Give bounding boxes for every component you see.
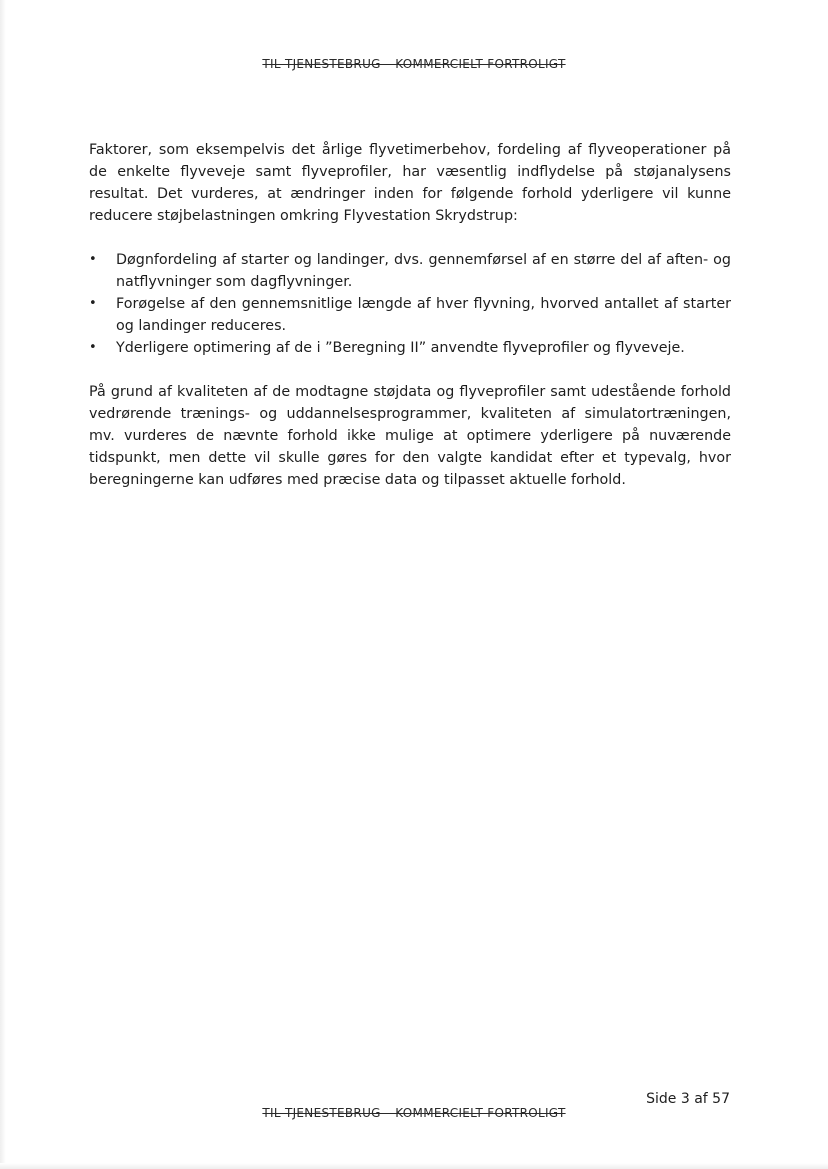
bullet-list [89, 249, 731, 359]
body-text [89, 139, 731, 491]
paragraph-conclusion: På grund af kvaliteten af de modtagne støjdata og flyveprofiler samt udestående forhold vedrørende trænings- og uddannelsesprogrammer, kvaliteten af simulatortræningen, mv. vurderes de nævnte forhold ikke mulige at optimere yderligere på nuværende tidspunkt, men dette vil skulle gøres for den valgte kandidat efter et typevalg, hvor beregningerne kan udføres med præcise data og tilpasset aktuelle forhold. [89, 384, 731, 488]
bullet-icon: • [89, 340, 97, 355]
paragraph-spacer [89, 359, 731, 381]
list-item-text: Døgnfordeling af starter og landinger, dvs. gennemførsel af en større del af aften- og natflyvninger som dagflyvninger. [116, 252, 731, 290]
page-bottom-shadow [0, 1163, 828, 1169]
paragraph-intro: Faktorer, som eksempelvis det årlige flyvetimerbehov, fordeling af flyveoperationer på de enkelte flyveveje samt flyveprofiler, har væsentlig indflydelse på støjanalysens resultat. Det vurderes, at ændringer inden for følgende forhold yderligere vil kunne reducere støjbelastningen omkring Flyvestation Skrydstrup: [89, 142, 731, 224]
list-item-text: Forøgelse af den gennemsnitlige længde af hver flyvning, hvorved antallet af starter og landinger reduceres. [116, 296, 731, 334]
list-item [89, 293, 731, 337]
list-item [89, 249, 731, 293]
list-item [89, 337, 731, 359]
bullet-icon: • [89, 252, 97, 267]
page-edge-shadow [0, 0, 6, 1169]
page-number: Side 3 af 57 [646, 1091, 730, 1107]
paragraph-spacer [89, 227, 731, 249]
list-item-text: Yderligere optimering af de i ”Beregning II” anvendte flyveprofiler og flyveveje. [116, 340, 685, 356]
header-classification-marking: TIL TJENESTEBRUG – KOMMERCIELT FORTROLIGT [262, 57, 566, 71]
footer-classification-marking: TIL TJENESTEBRUG – KOMMERCIELT FORTROLIGT [262, 1106, 566, 1120]
bullet-icon: • [89, 296, 97, 311]
